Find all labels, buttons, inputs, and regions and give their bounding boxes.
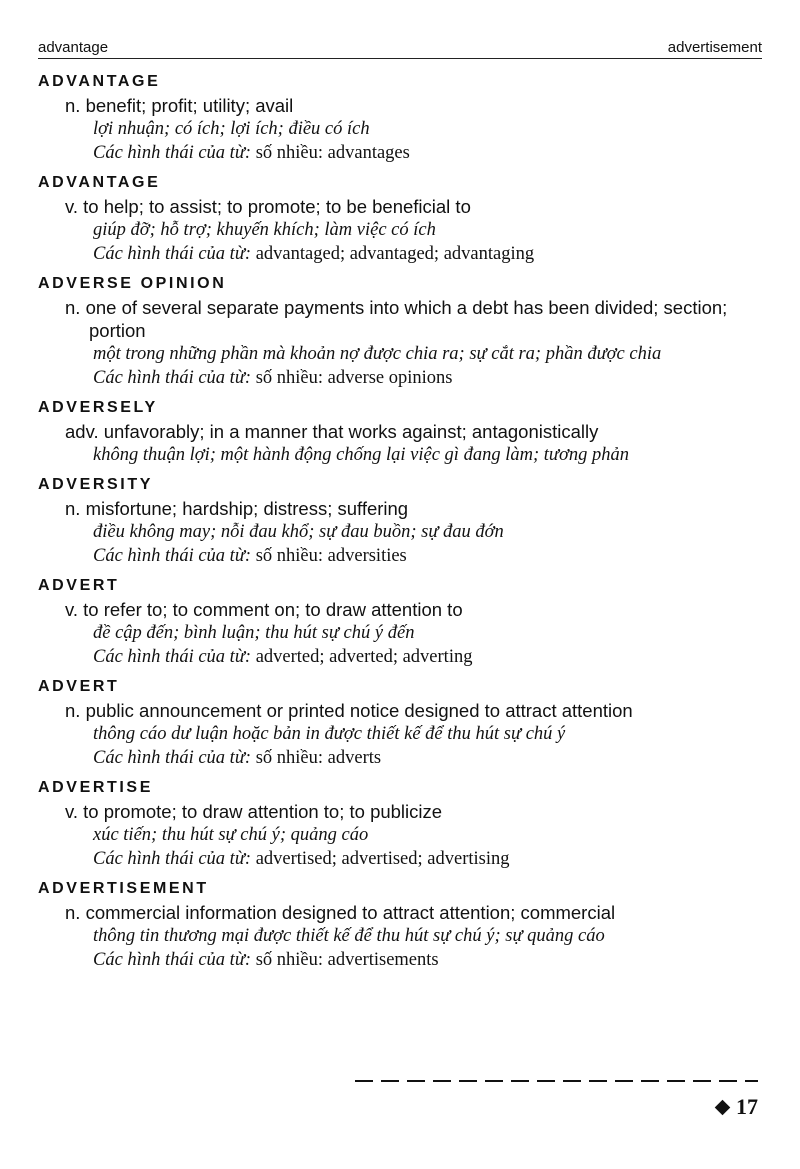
entry [38,274,764,390]
header-last-word: advertisement [667,39,762,56]
entry-headword: ADVERT [38,577,120,594]
forms-value: advantaged; advantaged; advantaging [255,244,535,264]
forms-label: Các hình thái của từ: [93,849,252,869]
entry-vietnamese: điều không may; nỗi đau khổ; sự đau buồn; sự đau đớn [93,522,504,542]
forms-value: số nhiều: adversities [255,546,407,566]
forms-value: số nhiều: advantages [255,143,410,163]
entry [38,677,764,770]
entry-definition: v. to refer to; to comment on; to draw attention to [65,599,463,620]
entry [38,475,764,568]
entry-forms [38,242,764,266]
forms-value: số nhiều: adverse opinions [255,368,453,388]
entry-definition: v. to promote; to draw attention to; to publicize [65,801,443,822]
entry-definition: n. one of several separate payments into which a debt has been divided; section; portion [65,297,728,341]
entry [38,778,764,871]
entry [38,879,764,972]
forms-value: số nhiều: advertisements [255,950,439,970]
forms-label: Các hình thái của từ: [93,950,252,970]
entry-headword: ADVERTISEMENT [38,880,209,897]
forms-label: Các hình thái của từ: [93,368,252,388]
entry-definition: n. commercial information designed to attract attention; commercial [65,902,616,923]
entry-vietnamese: không thuận lợi; một hành động chống lại việc gì đang làm; tương phản [93,445,629,465]
forms-label: Các hình thái của từ: [93,546,252,566]
entry-vietnamese: xúc tiến; thu hút sự chú ý; quảng cáo [93,825,369,845]
entry-headword: ADVANTAGE [38,73,161,90]
diamond-icon [715,1099,731,1115]
entry-definition: adv. unfavorably; in a manner that works against; antagonistically [65,421,599,442]
entry-headword: ADVANTAGE [38,174,161,191]
forms-value: số nhiều: adverts [255,748,382,768]
forms-label: Các hình thái của từ: [93,244,252,264]
footer-dashed-rule [355,1080,758,1082]
dictionary-entries [38,72,764,980]
entry [38,173,764,266]
entry-headword: ADVERSELY [38,399,158,416]
forms-value: adverted; adverted; adverting [255,647,473,667]
entry-definition: n. public announcement or printed notice designed to attract attention [65,700,633,721]
running-header [38,38,762,59]
entry-forms [38,746,764,770]
entry-headword: ADVERT [38,678,120,695]
forms-label: Các hình thái của từ: [93,748,252,768]
forms-label: Các hình thái của từ: [93,143,252,163]
header-first-word: advantage [38,39,109,56]
entry-vietnamese: đề cập đến; bình luận; thu hút sự chú ý đến [93,623,415,643]
entry-forms [38,366,764,390]
entry-vietnamese: một trong những phần mà khoản nợ được chia ra; sự cắt ra; phần được chia [93,344,662,364]
page-number [717,1094,758,1120]
entry-headword: ADVERSE OPINION [38,275,227,292]
entry-forms [38,141,764,165]
entry-headword: ADVERTISE [38,779,153,796]
forms-label: Các hình thái của từ: [93,647,252,667]
entry-forms [38,948,764,972]
entry-definition: n. benefit; profit; utility; avail [65,95,294,116]
forms-value: advertised; advertised; advertising [255,849,510,869]
entry [38,398,764,467]
entry-forms [38,645,764,669]
entry-vietnamese: lợi nhuận; có ích; lợi ích; điều có ích [93,119,370,139]
entry-vietnamese: giúp đỡ; hỗ trợ; khuyến khích; làm việc có ích [93,220,436,240]
entry-headword: ADVERSITY [38,476,153,493]
entry-vietnamese: thông cáo dư luận hoặc bản in được thiết kế để thu hút sự chú ý [93,724,566,744]
entry-forms [38,847,764,871]
entry-definition: n. misfortune; hardship; distress; suffering [65,498,409,519]
entry [38,576,764,669]
page-number-value: 17 [736,1094,758,1119]
entry-vietnamese: thông tin thương mại được thiết kế để thu hút sự chú ý; sự quảng cáo [93,926,605,946]
entry-definition: v. to help; to assist; to promote; to be beneficial to [65,196,471,217]
entry-forms [38,544,764,568]
entry [38,72,764,165]
